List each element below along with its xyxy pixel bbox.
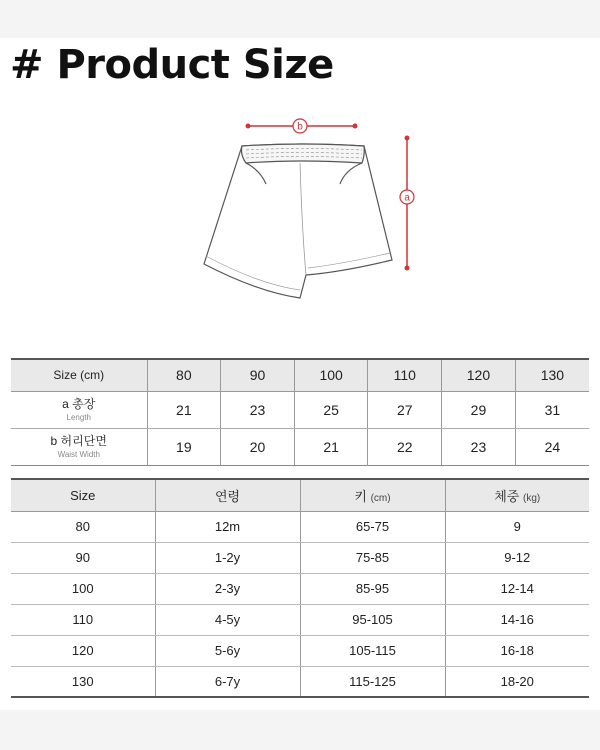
header-weight xyxy=(445,479,589,511)
row-label-waist xyxy=(11,428,147,465)
table-cell: 27 xyxy=(368,391,442,428)
table-cell: 21 xyxy=(294,428,368,465)
measurement-table xyxy=(11,358,589,466)
table-cell: 24 xyxy=(515,428,589,465)
table-row xyxy=(11,666,589,697)
header-size xyxy=(11,479,155,511)
cell-height: 75-85 xyxy=(300,542,445,573)
cell-size: 110 xyxy=(11,604,155,635)
cell-age: 1-2y xyxy=(155,542,300,573)
table-cell: 21 xyxy=(147,391,221,428)
cell-size: 130 xyxy=(71,673,94,689)
size-header: Size (cm) xyxy=(11,359,147,391)
cell-weight: 18-20 xyxy=(445,666,589,697)
cell-age: 5-6y xyxy=(155,635,300,666)
table-row xyxy=(11,604,589,635)
label-b: b xyxy=(297,121,303,133)
size-110: 110 xyxy=(368,359,442,391)
header-age-label: 연령 xyxy=(214,488,241,504)
shorts-icon xyxy=(204,144,392,298)
header-age xyxy=(155,479,300,511)
header-size-label: Size xyxy=(70,487,96,503)
cell-size: 100 xyxy=(11,573,155,604)
cell-weight: 14-16 xyxy=(445,604,589,635)
cell-height: 95-105 xyxy=(300,604,445,635)
size-80: 80 xyxy=(147,359,221,391)
size-90: 90 xyxy=(221,359,295,391)
age-size-table xyxy=(11,478,589,698)
header-height xyxy=(300,479,445,511)
shorts-diagram xyxy=(180,110,430,310)
table-cell: 23 xyxy=(442,428,516,465)
header-height-unit: (cm) xyxy=(370,492,391,504)
label-a: a xyxy=(404,192,410,204)
length-sublabel: Length xyxy=(66,412,91,422)
size-130: 130 xyxy=(515,359,589,391)
header-weight-unit: (kg) xyxy=(523,492,541,504)
age-table-body xyxy=(11,511,589,697)
length-label: a 총장 xyxy=(62,396,96,411)
measurement-header-row xyxy=(11,359,589,391)
header-weight-label: 체중 xyxy=(494,488,520,504)
size-120: 120 xyxy=(442,359,516,391)
table-row xyxy=(11,573,589,604)
product-size-page xyxy=(0,38,600,710)
table-row xyxy=(11,542,589,573)
cell-height: 85-95 xyxy=(300,573,445,604)
cell-size: 80 xyxy=(11,511,155,542)
cell-weight: 16-18 xyxy=(445,635,589,666)
waist-measure-line xyxy=(246,119,358,133)
cell-height: 105-115 xyxy=(300,635,445,666)
length-measure-line xyxy=(400,136,414,271)
cell-weight: 12-14 xyxy=(445,573,589,604)
table-cell: 19 xyxy=(147,428,221,465)
cell-age: 4-5y xyxy=(155,604,300,635)
waist-sublabel: Waist Width xyxy=(57,449,100,459)
cell-size: 120 xyxy=(11,635,155,666)
cell-height: 115-125 xyxy=(300,666,445,697)
cell-age: 6-7y xyxy=(155,666,300,697)
size-100: 100 xyxy=(294,359,368,391)
row-label-length xyxy=(11,391,147,428)
table-cell: 25 xyxy=(294,391,368,428)
page-title: # Product Size xyxy=(10,42,334,88)
table-row xyxy=(11,635,589,666)
table-cell: 22 xyxy=(368,428,442,465)
age-header-row xyxy=(11,479,589,511)
header-height-label: 키 xyxy=(354,488,367,504)
table-row xyxy=(11,428,589,465)
cell-age: 12m xyxy=(155,511,300,542)
table-row xyxy=(11,391,589,428)
cell-size: 90 xyxy=(11,542,155,573)
table-cell: 29 xyxy=(442,391,516,428)
table-cell: 23 xyxy=(221,391,295,428)
table-cell: 31 xyxy=(515,391,589,428)
cell-weight: 9 xyxy=(445,511,589,542)
table-row xyxy=(11,511,589,542)
cell-weight: 9-12 xyxy=(445,542,589,573)
cell-height: 65-75 xyxy=(300,511,445,542)
waist-label: b 허리단면 xyxy=(50,433,107,448)
cell-age: 2-3y xyxy=(155,573,300,604)
table-cell: 20 xyxy=(221,428,295,465)
